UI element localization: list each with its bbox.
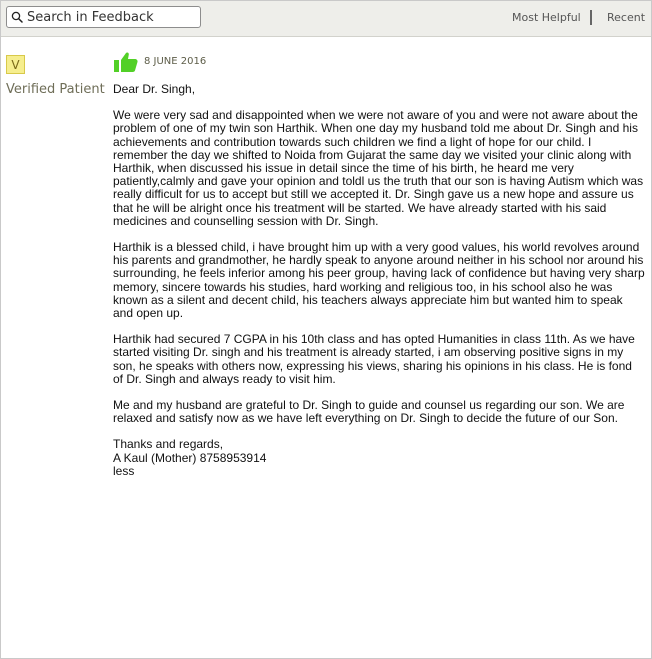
review-paragraph: Harthik had secured 7 CGPA in his 10th class and has opted Humanities in class 11th. As we have started visiting Dr. singh and his treatment is already started, i am observing positive signs in my son, he speaks with others now, expressing his views, sharing his opinions in his class. He is fond of Dr. Singh and always ready to visit him. (113, 332, 635, 386)
review-body (113, 83, 645, 478)
search-box[interactable] (6, 6, 201, 28)
review-paragraph: We were very sad and disappointed when we were not aware of you and were not aware about the problem of one of my twin son Harthik. When one day my husband told me about Dr. Singh and his achievements and contribution towards such children we find a light of hope for our child. I remember the day we shifted to Noida from Gujarat the same day we visited your clinic along with Harthik, when discussed his issue in detail since the time of his birth, he heard me very patiently,calmly and gave your opinion and toldl us the truth that our son is having Autism which was really difficult for us to accept but still we accepted it. Dr. Singh gave us a new hope and assure us that he will be alright once his treatment will be started. We have already started with his said medicines and counselling session with Dr. Singh. (113, 108, 644, 228)
review-paragraph: Me and my husband are grateful to Dr. Singh to guide and counsel us regarding our son. We are relaxed and satisfy now as we have left everything on Dr. Singh to decide the future of our Son. (113, 398, 625, 426)
top-bar (1, 1, 651, 37)
sort-divider (590, 10, 592, 25)
review-closing: Thanks and regards, (113, 437, 224, 452)
search-icon (11, 11, 23, 23)
verified-badge (6, 55, 25, 74)
sort-most-helpful-link[interactable]: Most Helpful (512, 11, 581, 24)
verified-patient-label: Verified Patient (6, 82, 105, 97)
review-paragraph: Harthik is a blessed child, i have brought him up with a very good values, his world revolves around his parents and grandmother, he hardly speak to anyone around neither in his school nor around his surrounding, he feels inferior among his peer group, having lack of confidence but having very sharp memory, sincere towards his studies, hard working and religious too, in his school also he was known as a silent and decent child, his teachers always appreciate him but wanted him to speak and open up. (113, 240, 645, 321)
review-greeting: Dear Dr. Singh, (113, 82, 196, 96)
review-signature: A Kaul (Mother) 8758953914 (113, 450, 267, 465)
search-input[interactable] (23, 10, 197, 25)
sort-recent-link[interactable]: Recent (607, 11, 646, 24)
thumbs-up-icon (114, 51, 138, 73)
review-date: 8 JUNE 2016 (144, 56, 207, 67)
verified-badge-letter: V (11, 57, 20, 72)
less-link[interactable]: less (113, 463, 135, 478)
